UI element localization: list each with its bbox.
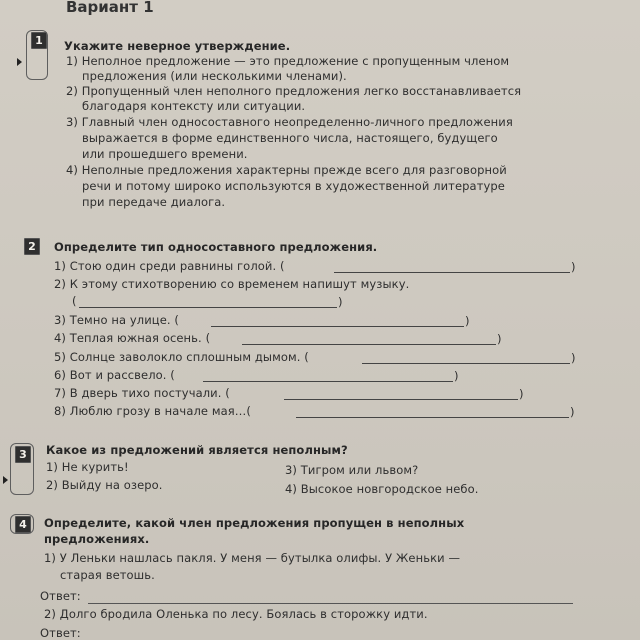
task1-line: при передаче диалога. — [82, 195, 226, 209]
task2-item: 8) Люблю грозу в начале мая…( — [54, 404, 251, 418]
task2-item: 2) К этому стихотворению со временем напишут музыку. — [54, 277, 410, 291]
task1-line: речи и потому широко используются в художественной литературе — [82, 179, 505, 193]
task2-item: 1) Стою один среди равнины голой. ( — [54, 259, 285, 273]
task2-answer-blank[interactable] — [79, 297, 337, 308]
task2-answer-blank[interactable] — [334, 262, 570, 273]
task2-close-paren: ) — [497, 332, 502, 346]
task2-close-paren: ) — [465, 314, 470, 328]
task3-option[interactable]: 1) Не курить! — [46, 460, 129, 474]
task3-title: Какое из предложений является неполным? — [46, 443, 348, 457]
task2-close-paren: ) — [571, 351, 576, 365]
task2-number-badge: 2 — [24, 238, 40, 255]
task3-arrow-icon — [3, 476, 8, 484]
task2-answer-blank[interactable] — [203, 371, 453, 382]
task1-line: 4) Неполные предложения характерны прежде всего для разговорной — [66, 163, 507, 177]
task2-answer-blank[interactable] — [296, 407, 569, 418]
task2-close-paren: ) — [570, 405, 575, 419]
task4-answer-label-2: Ответ: — [40, 626, 81, 640]
task2-close-paren: ) — [571, 260, 576, 274]
task2-item: 6) Вот и рассвело. ( — [54, 368, 175, 382]
task1-line: предложения (или несколькими членами). — [82, 69, 347, 83]
task2-title: Определите тип односоставного предложения. — [54, 240, 378, 254]
task1-line: 2) Пропущенный член неполного предложения легко восстанавливается — [66, 84, 522, 98]
task2-close-paren: ) — [519, 387, 524, 401]
task2-item: 7) В дверь тихо постучали. ( — [54, 386, 230, 400]
task4-item1-line1: 1) У Леньки нашлась пакля. У меня — бутылка олифы. У Женьки — — [44, 551, 461, 565]
task1-line: 1) Неполное предложение — это предложение с пропущенным членом — [66, 54, 510, 68]
task3-option[interactable]: 3) Тигром или львом? — [285, 463, 419, 477]
task2-item: ( — [72, 294, 77, 308]
task4-item2: 2) Долго бродила Оленька по лесу. Боялась в сторожку идти. — [44, 607, 428, 621]
task1-number-badge: 1 — [31, 32, 47, 49]
task2-item: 4) Теплая южная осень. ( — [54, 331, 211, 345]
task1-title: Укажите неверное утверждение. — [64, 39, 291, 53]
task3-number-badge: 3 — [15, 446, 31, 463]
task4-title-line1: Определите, какой член предложения пропущен в неполных — [44, 516, 465, 530]
task2-answer-blank[interactable] — [362, 353, 570, 364]
task2-close-paren: ) — [338, 295, 343, 309]
task2-answer-blank[interactable] — [242, 334, 496, 345]
task2-close-paren: ) — [454, 369, 459, 383]
task3-option[interactable]: 2) Выйду на озеро. — [46, 478, 163, 492]
task4-answer-label: Ответ: — [40, 589, 81, 603]
task4-number-badge: 4 — [15, 516, 31, 533]
task2-item: 5) Солнце заволокло сплошным дымом. ( — [54, 350, 309, 364]
variant-title: Вариант 1 — [66, 0, 154, 16]
task1-line: или прошедшего времени. — [82, 147, 248, 161]
task1-line: выражается в форме единственного числа, настоящего, будущего — [82, 131, 498, 145]
task4-item1-line2: старая ветошь. — [60, 568, 155, 582]
task2-answer-blank[interactable] — [284, 389, 518, 400]
task4-answer-line[interactable] — [88, 603, 573, 604]
task4-title-line2: предложениях. — [44, 532, 150, 546]
task1-line: 3) Главный член односоставного неопределенно-личного предложения — [66, 115, 513, 129]
task1-arrow-icon — [17, 58, 22, 66]
task1-line: благодаря контексту или ситуации. — [82, 99, 306, 113]
task2-answer-blank[interactable] — [211, 316, 464, 327]
task3-option[interactable]: 4) Высокое новгородское небо. — [285, 482, 479, 496]
task2-item: 3) Темно на улице. ( — [54, 313, 179, 327]
